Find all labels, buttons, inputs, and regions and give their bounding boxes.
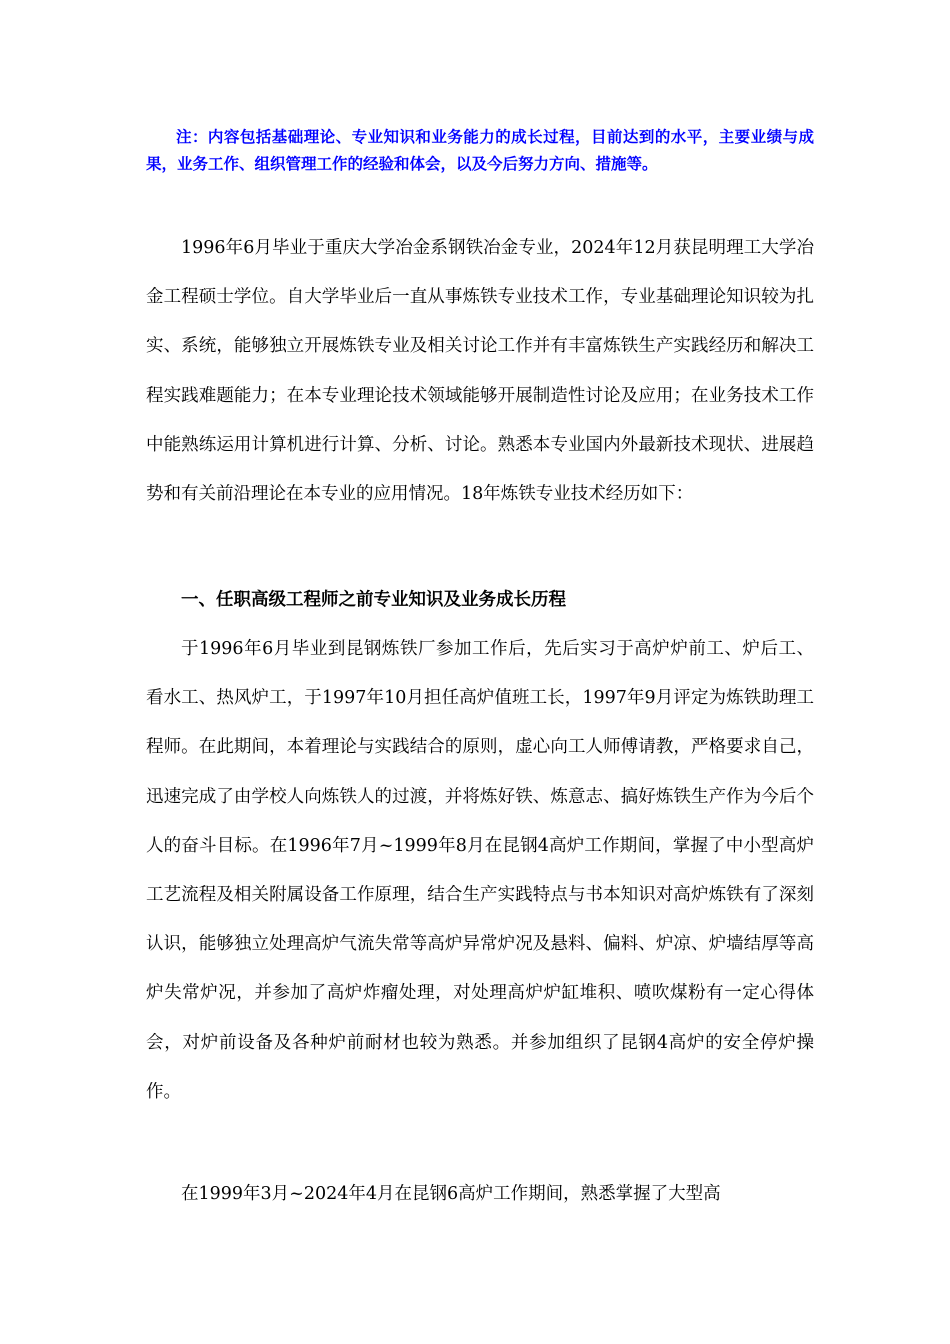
section-heading: 一、任职高级工程师之前专业知识及业务成长历程	[181, 590, 566, 610]
intro-paragraph: 1996年6月毕业于重庆大学冶金系钢铁冶金专业，2024年12月获昆明理工大学冶金工程硕士学位。自大学毕业后一直从事炼铁专业技术工作，专业基础理论知识较为扎实、系统，能够独立开展炼铁专业及相关讨论工作并有丰富炼铁生产实践经历和解决工程实践难题能力；在本专业理论技术领域能够开展制造性讨论及应用；在业务技术工作中能熟练运用计算机进行计算、分析、讨论。熟悉本专业国内外最新技术现状、进展趋势和有关前沿理论在本专业的应用情况。18年炼铁专业技术经历如下：	[146, 238, 814, 505]
instruction-note: 注：内容包括基础理论、专业知识和业务能力的成长过程，目前达到的水平，主要业绩与成果，业务工作、组织管理工作的经验和体会，以及今后努力方向、措施等。	[146, 128, 814, 173]
career-paragraph: 于1996年6月毕业到昆钢炼铁厂参加工作后，先后实习于高炉炉前工、炉后工、看水工、热风炉工，于1997年10月担任高炉值班工长，1997年9月评定为炼铁助理工程师。在此期间，本着理论与实践结合的原则，虚心向工人师傅请教，严格要求自己，迅速完成了由学校人向炼铁人的过渡，并将炼好铁、炼意志、搞好炼铁生产作为今后个人的奋斗目标。在1996年7月~1999年8月在昆钢4高炉工作期间，掌握了中小型高炉工艺流程及相关附属设备工作原理，结合生产实践特点与书本知识对高炉炼铁有了深刻认识，能够独立处理高炉气流失常等高炉异常炉况及悬料、偏料、炉凉、炉墙结厚等高炉失常炉况，并参加了高炉炸瘤处理，对处理高炉炉缸堆积、喷吹煤粉有一定心得体会，对炉前设备及各种炉前耐材也较为熟悉。并参加组织了昆钢4高炉的安全停炉操作。	[146, 639, 814, 1102]
continuation-paragraph: 在1999年3月~2024年4月在昆钢6高炉工作期间，熟悉掌握了大型高	[181, 1184, 721, 1204]
